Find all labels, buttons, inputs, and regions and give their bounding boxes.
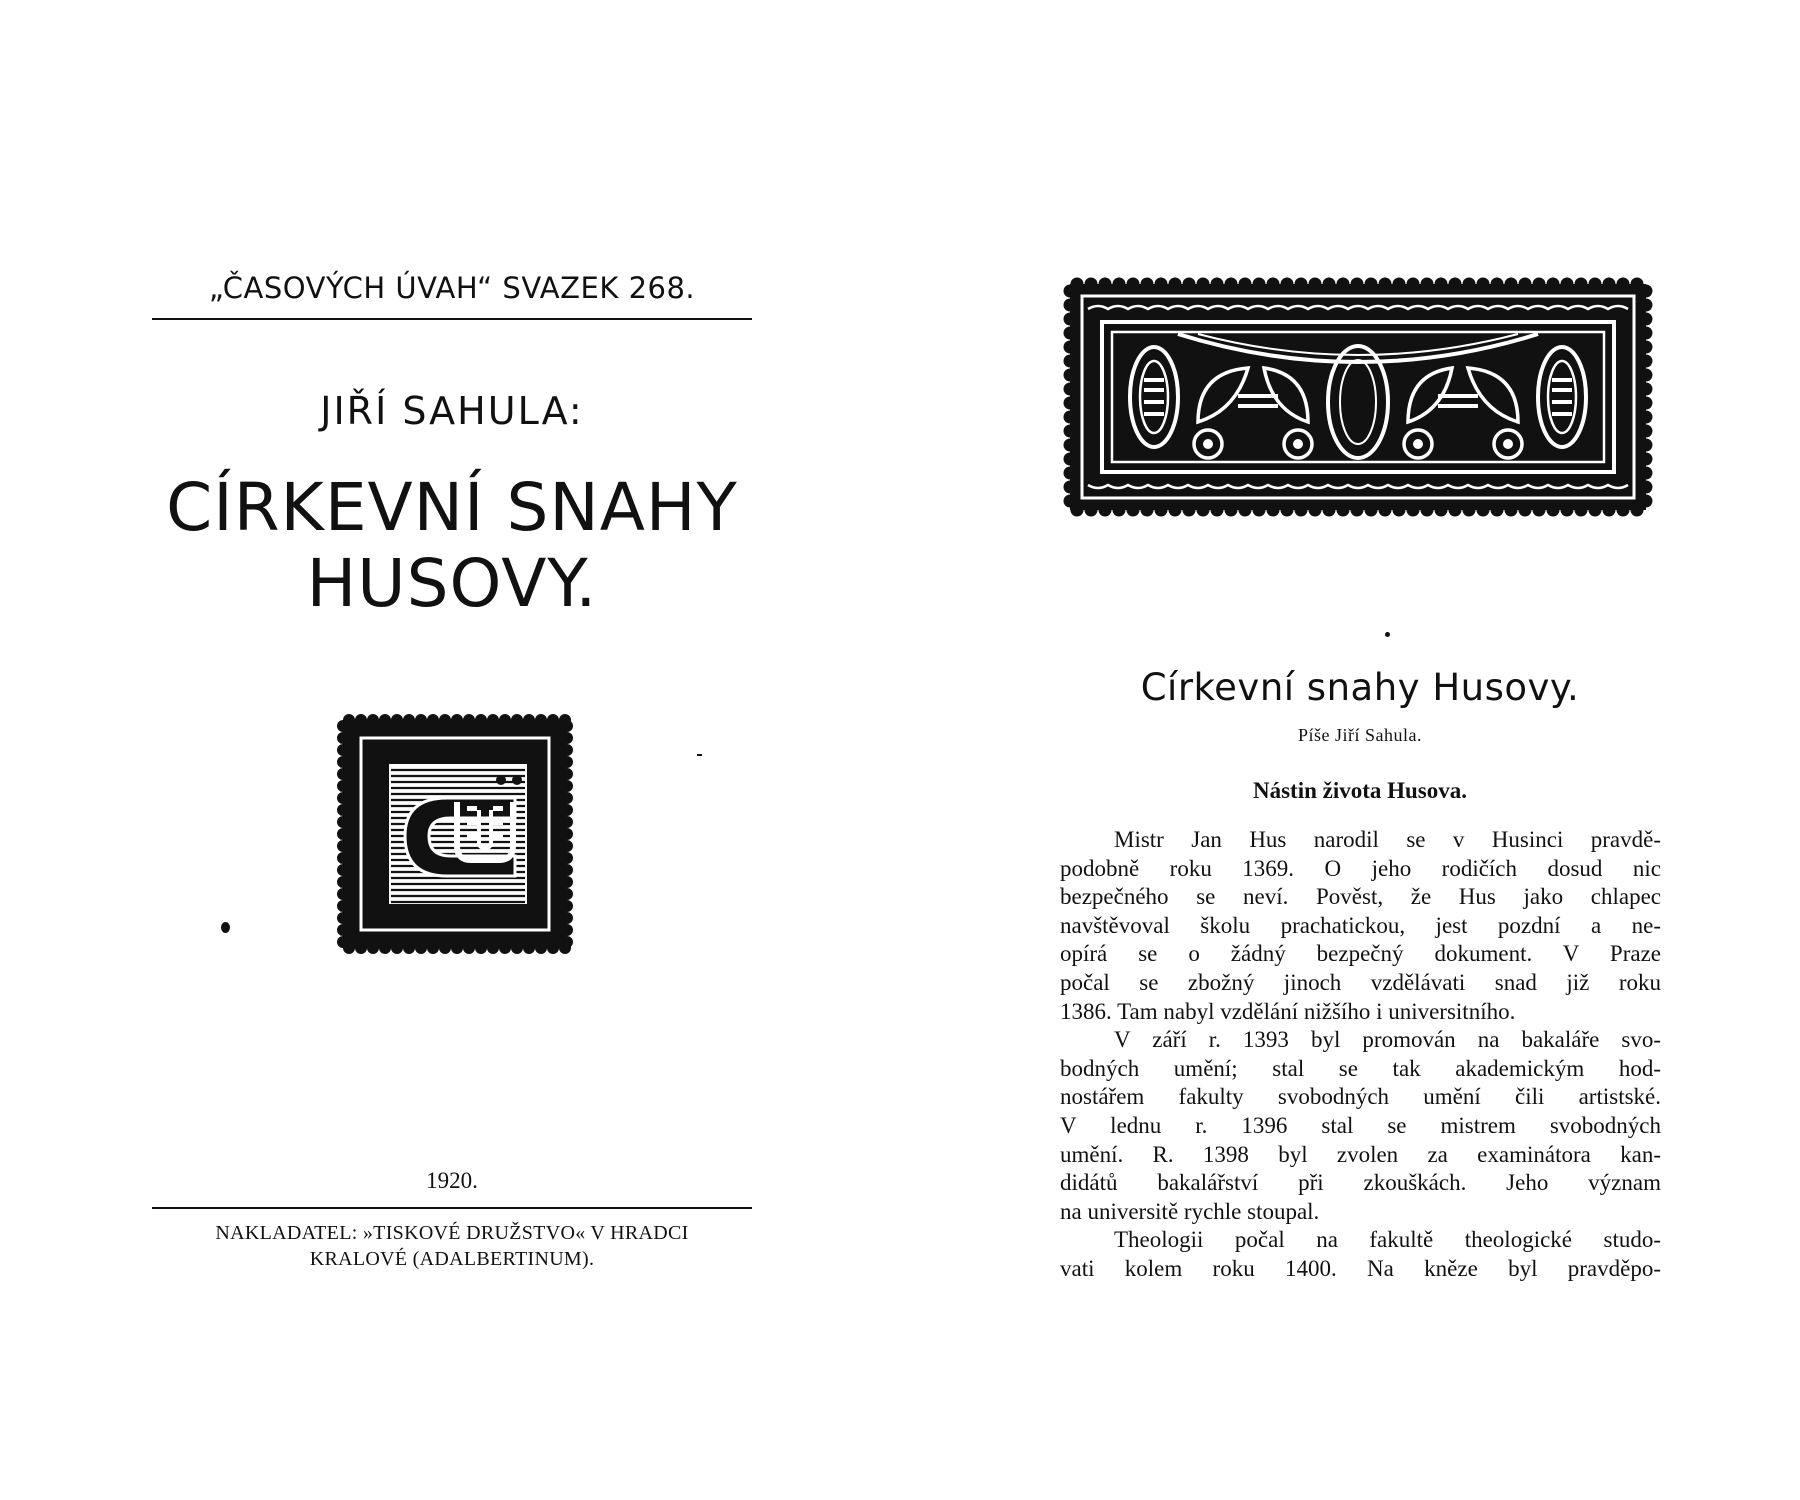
publisher-line-2: KRALOVÉ (ADALBERTINUM).	[309, 1248, 595, 1270]
body-line: nostářem fakulty svobodných umění čili artistské.	[1060, 1084, 1661, 1110]
body-line: Mistr Jan Hus narodil se v Husinci pravdě-	[1114, 827, 1661, 852]
series-line: „ČASOVÝCH ÚVAH“ SVAZEK 268.	[208, 271, 696, 305]
article-byline: Píše Jiří Sahula.	[1298, 725, 1422, 745]
ink-speck	[697, 754, 702, 756]
publisher-imprint	[152, 1220, 752, 1272]
author-name: JIŘÍ SAHULA:	[320, 389, 584, 433]
book-title-line-2: HUSOVY.	[306, 545, 598, 622]
section-heading: Nástin života Husova.	[1252, 778, 1468, 803]
body-line: umění. R. 1398 byl zvolen za examinátora kan-	[1060, 1141, 1661, 1167]
body-line: Theologii počal na fakultě theologické studo-	[1114, 1227, 1661, 1253]
article-title: Církevní snahy Husovy.	[1140, 666, 1580, 709]
ink-speck	[1385, 632, 1390, 637]
book-title-line-1: CÍRKEVNÍ SNAHY	[166, 469, 738, 546]
publisher-emblem-icon	[329, 706, 581, 962]
body-line: didátů bakalářství při zkouškách. Jeho význam	[1060, 1170, 1661, 1196]
body-line: na universitě rychle stoupal.	[1060, 1198, 1320, 1224]
body-line: bezpečného se neví. Pověst, že Hus jako chlapec	[1060, 884, 1661, 910]
body-text	[1060, 826, 1661, 1284]
ink-speck	[221, 922, 230, 933]
body-line: opírá se o žádný bezpečný dokument. V Praze	[1060, 941, 1661, 967]
top-rule	[152, 318, 752, 320]
body-line: bodných umění; stal se tak akademickým hod-	[1060, 1055, 1661, 1081]
body-line: vati kolem roku 1400. Na kněze byl pravděpo-	[1060, 1255, 1661, 1281]
book-title	[152, 470, 752, 622]
bottom-rule	[152, 1207, 752, 1209]
body-line: navštěvoval školu prachatickou, jest pozdní a ne-	[1060, 912, 1661, 938]
body-line: V lednu r. 1396 stal se mistrem svobodných	[1060, 1112, 1661, 1138]
body-line: 1386. Tam nabyl vzdělání nižšího i universitního.	[1060, 998, 1516, 1024]
text-page	[900, 0, 1800, 1500]
body-line: počal se zbožný jinoch vzdělávati snad již roku	[1060, 969, 1661, 995]
body-line: V září r. 1393 byl promován na bakaláře svo-	[1114, 1027, 1661, 1053]
publication-year: 1920.	[426, 1168, 478, 1193]
body-line: podobně roku 1369. O jeho rodičích dosud nic	[1060, 855, 1661, 881]
publisher-line-1: NAKLADATEL: »TISKOVÉ DRUŽSTVO« V HRADCI	[215, 1222, 689, 1244]
header-ornament-icon	[1058, 272, 1658, 522]
